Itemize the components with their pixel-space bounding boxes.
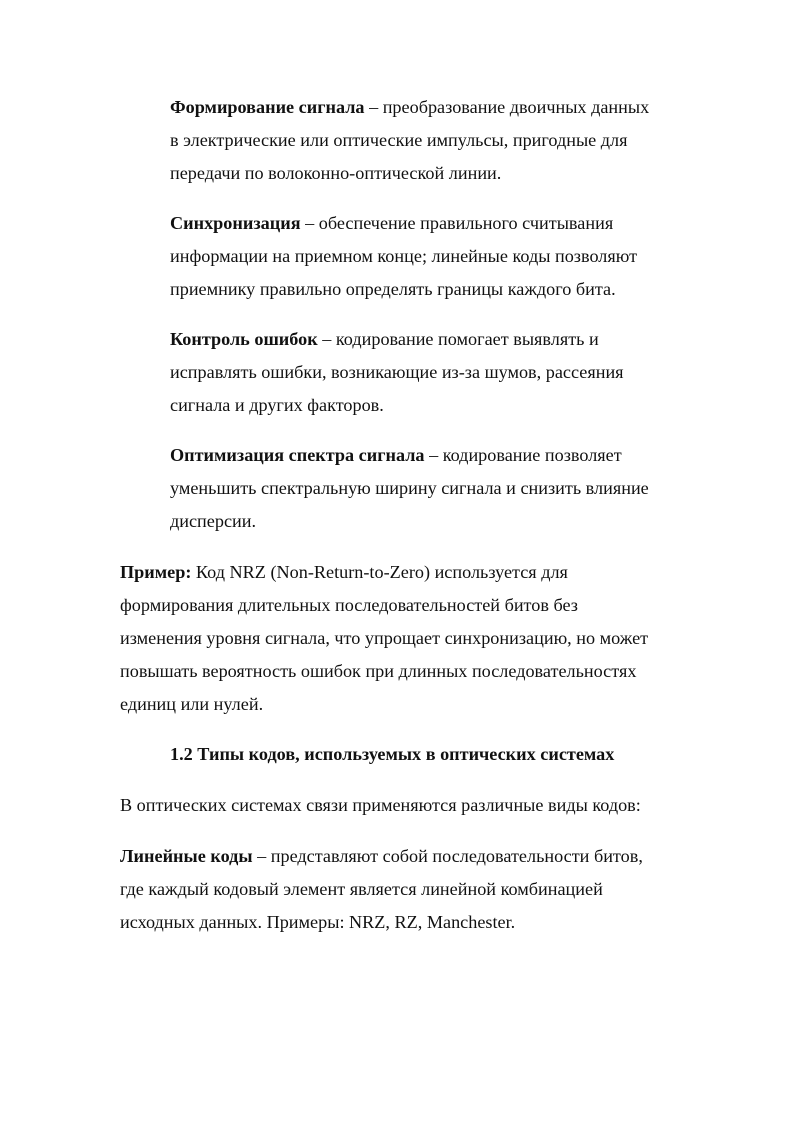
term-linear-codes: Линейные коды <box>120 846 253 866</box>
term-example: Пример: <box>120 562 192 582</box>
paragraph-error-control <box>170 323 624 422</box>
text-line: повышать вероятность ошибок при длинных последовательностях <box>120 661 637 681</box>
section-heading: 1.2 Типы кодов, используемых в оптических системах <box>170 744 615 764</box>
paragraph-linear-codes <box>120 840 643 939</box>
paragraph-synchronization <box>170 207 637 306</box>
text-line: исправлять ошибки, возникающие из-за шумов, рассеяния <box>170 362 624 382</box>
text-line: Оптимизация спектра сигнала – кодирование позволяет <box>170 445 622 465</box>
paragraph-signal-formation <box>170 91 649 190</box>
text-line: уменьшить спектральную ширину сигнала и снизить влияние <box>170 478 649 498</box>
paragraph-spectrum-optimization <box>170 439 649 538</box>
text-line: изменения уровня сигнала, что упрощает синхронизацию, но может <box>120 628 649 648</box>
text-line: Формирование сигнала – преобразование двоичных данных <box>170 97 650 117</box>
text-line: Синхронизация – обеспечение правильного считывания <box>170 213 614 233</box>
term-spectrum-optimization: Оптимизация спектра сигнала <box>170 445 425 465</box>
text-line: исходных данных. Примеры: NRZ, RZ, Manchester. <box>120 912 516 932</box>
text-line: где каждый кодовый элемент является линейной комбинацией <box>120 879 603 899</box>
text-line: В оптических системах связи применяются различные виды кодов: <box>120 795 641 815</box>
text-line: Линейные коды – представляют собой последовательности битов, <box>120 846 643 866</box>
term-error-control: Контроль ошибок <box>170 329 318 349</box>
text-line: приемнику правильно определять границы каждого бита. <box>170 279 616 299</box>
text-line: Контроль ошибок – кодирование помогает выявлять и <box>170 329 599 349</box>
text-line: Пример: Код NRZ (Non-Return-to-Zero) используется для <box>120 562 568 582</box>
text-line: информации на приемном конце; линейные коды позволяют <box>170 246 638 266</box>
term-signal-formation: Формирование сигнала <box>170 97 365 117</box>
text-line: дисперсии. <box>170 511 257 531</box>
text-line: единиц или нулей. <box>120 694 264 714</box>
text-line: формирования длительных последовательностей битов без <box>120 595 578 615</box>
paragraph-intro <box>120 789 641 822</box>
paragraph-example <box>120 556 648 721</box>
text-line: в электрические или оптические импульсы, пригодные для <box>170 130 628 150</box>
text-line: сигнала и других факторов. <box>170 395 384 415</box>
term-synchronization: Синхронизация <box>170 213 301 233</box>
text-line: передачи по волоконно-оптической линии. <box>170 163 502 183</box>
